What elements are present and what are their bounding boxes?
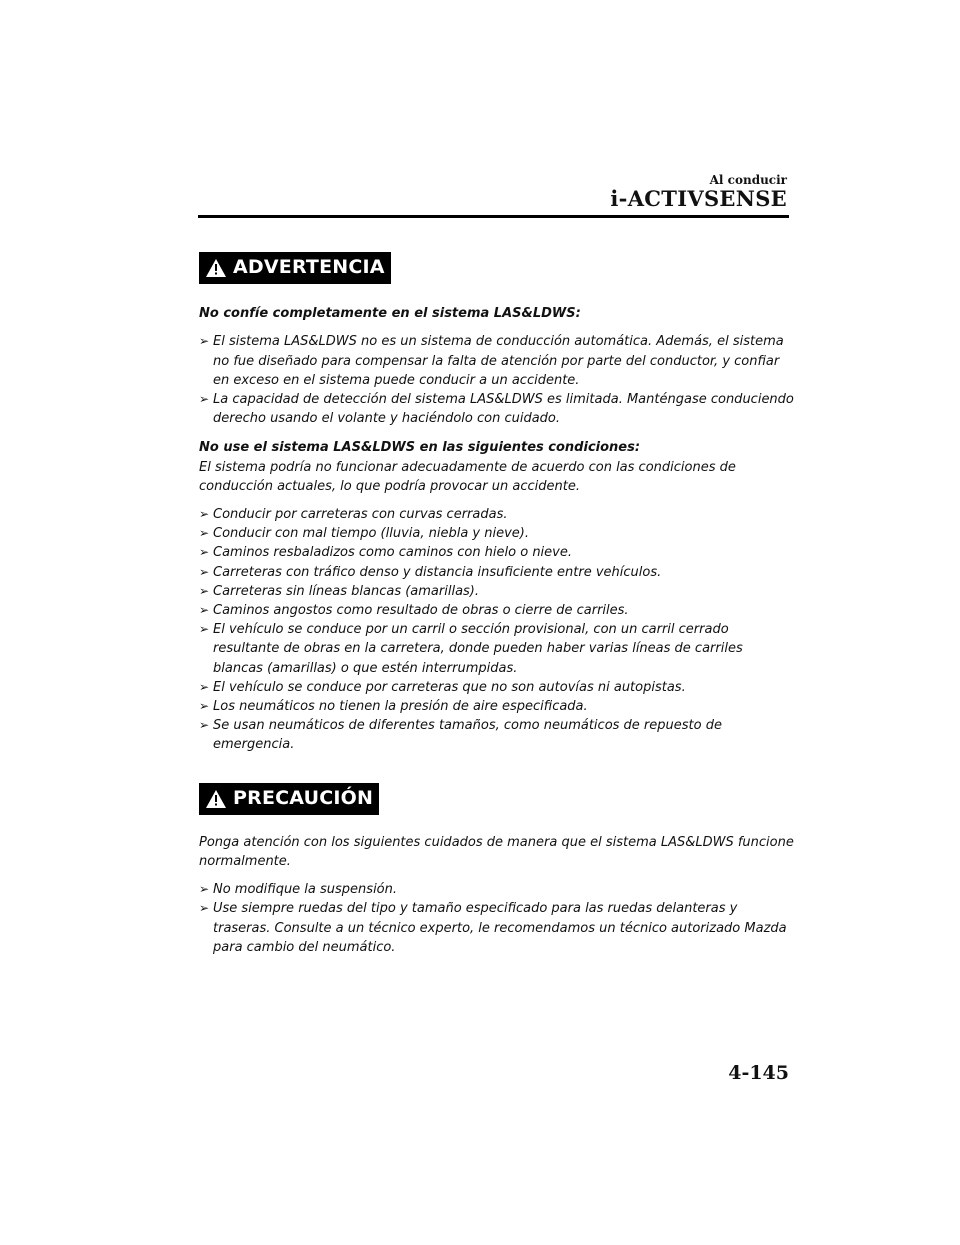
list-item: ➢ La capacidad de detección del sistema LAS&LDWS es limitada. Manténgase conduciendo derecho usando el volante y haciéndolo con cuidado.: [199, 392, 794, 427]
warning-triangle-icon: [205, 258, 227, 278]
caution-bullet-list: [199, 880, 794, 957]
warning-label: ADVERTENCIA: [233, 256, 385, 279]
caution-text: Ponga atención con los siguientes cuidados de manera que el sistema LAS&LDWS funcione normalmente.: [199, 834, 794, 870]
list-item: ➢ Use siempre ruedas del tipo y tamaño especificado para las ruedas delanteras y traseras. Consulte a un técnico experto, le recomendamos un técnico autorizado Mazda para cambio del neumático.: [199, 901, 787, 955]
arrowhead-bullet-icon: ➢: [199, 507, 210, 522]
warning-triangle-icon: [205, 789, 227, 809]
caution-badge: [199, 783, 379, 815]
arrowhead-bullet-icon: ➢: [199, 526, 210, 541]
list-item: ➢ Se usan neumáticos de diferentes tamaños, como neumáticos de repuesto de emergencia.: [199, 718, 722, 753]
list-item: ➢ No modifique la suspensión.: [199, 880, 794, 899]
arrowhead-bullet-icon: ➢: [199, 901, 210, 916]
header-chapter-title: i-ACTIVSENSE: [610, 186, 787, 211]
warning-bullet-list-1: [199, 332, 794, 428]
warning-heading-2: No use el sistema LAS&LDWS en las siguientes condiciones:: [199, 440, 641, 456]
page-number: 4-145: [728, 1062, 789, 1084]
warning-bullet-list-2: [199, 505, 794, 755]
list-item: ➢ Carreteras sin líneas blancas (amarillas).: [199, 582, 794, 601]
list-item: ➢ Caminos angostos como resultado de obras o cierre de carriles.: [199, 601, 794, 620]
arrowhead-bullet-icon: ➢: [199, 392, 210, 407]
list-item: ➢ Los neumáticos no tienen la presión de aire especificada.: [199, 697, 794, 716]
header-section-label: Al conducir: [709, 173, 787, 187]
list-item: ➢ Conducir con mal tiempo (lluvia, niebla y nieve).: [199, 524, 794, 543]
warning-text-2: El sistema podría no funcionar adecuadamente de acuerdo con las condiciones de conducción actuales, lo que podría provocar un accidente.: [199, 459, 736, 494]
arrowhead-bullet-icon: ➢: [199, 583, 210, 598]
warning-badge: [199, 252, 391, 284]
list-item: ➢ Carreteras con tráfico denso y distancia insuficiente entre vehículos.: [199, 563, 794, 582]
warning-heading-1: No confíe completamente en el sistema LAS&LDWS:: [199, 306, 581, 322]
arrowhead-bullet-icon: ➢: [199, 603, 210, 618]
arrowhead-bullet-icon: ➢: [199, 699, 210, 714]
list-item: ➢ Caminos resbaladizos como caminos con hielo o nieve.: [199, 543, 794, 562]
header-rule: [198, 215, 789, 218]
arrowhead-bullet-icon: ➢: [199, 622, 210, 637]
arrowhead-bullet-icon: ➢: [199, 545, 210, 560]
arrowhead-bullet-icon: ➢: [199, 334, 210, 349]
list-item: ➢ El vehículo se conduce por carreteras que no son autovías ni autopistas.: [199, 678, 794, 697]
list-item: ➢ El vehículo se conduce por un carril o sección provisional, con un carril cerrado resultante de obras en la carretera, donde pueden haber varias líneas de carriles blancas (amarillas) o que estén interrumpidas.: [199, 622, 743, 676]
arrowhead-bullet-icon: ➢: [199, 564, 210, 579]
list-item: ➢ Conducir por carreteras con curvas cerradas.: [199, 505, 794, 524]
list-item: ➢ El sistema LAS&LDWS no es un sistema de conducción automática. Además, el sistema no fue diseñado para compensar la falta de atención por parte del conductor, y confiar en exceso en el sistema puede conducir a un accidente.: [199, 334, 784, 388]
page-content: [199, 252, 794, 957]
arrowhead-bullet-icon: ➢: [199, 718, 210, 733]
arrowhead-bullet-icon: ➢: [199, 882, 210, 897]
caution-label: PRECAUCIÓN: [233, 787, 374, 810]
arrowhead-bullet-icon: ➢: [199, 679, 210, 694]
